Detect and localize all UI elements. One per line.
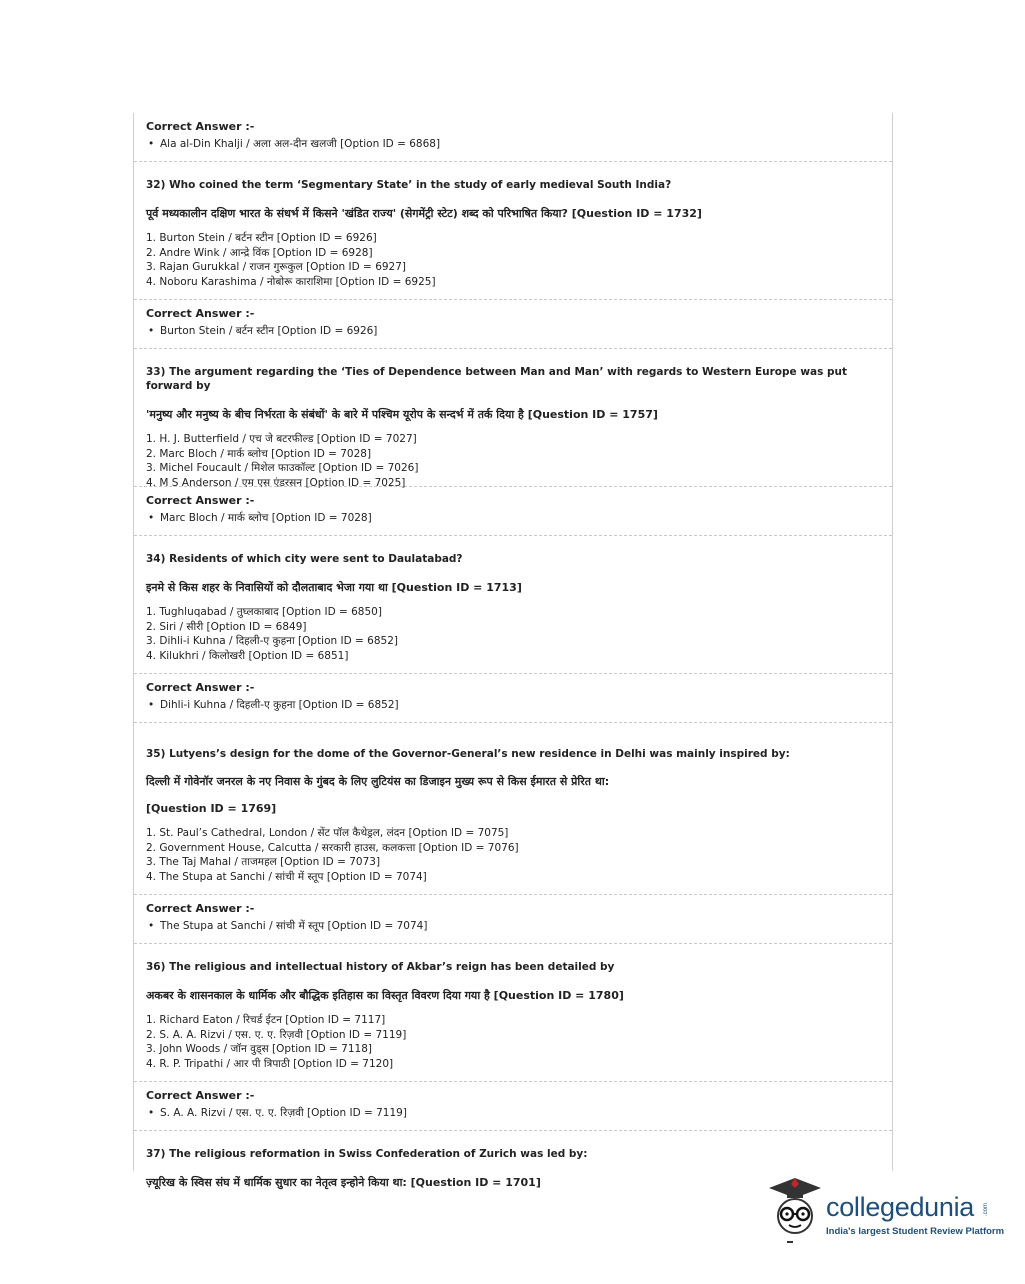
answer-item: • S. A. A. Rizvi / एस. ए. ए. रिज़वी [Option ID = 7119] — [148, 1107, 407, 1119]
answer-text: Dihli-i Kuhna / दिहली-ए कुहना [Option ID = 6852] — [160, 699, 399, 711]
option-item: 4. R. P. Tripathi / आर पी त्रिपाठी [Option ID = 7120] — [146, 1058, 394, 1071]
question-paper-panel — [133, 113, 893, 1189]
answer-heading: Correct Answer :- — [146, 902, 255, 915]
question-text-en: 35) Lutyens’s design for the dome of the Governor-General’s new residence in Delhi was mainly inspired by: — [146, 748, 790, 760]
option-item: 3. Dihli-i Kuhna / दिहली-ए कुहना [Option ID = 6852] — [146, 635, 398, 648]
question-text-en: 34) Residents of which city were sent to Daulatabad? — [146, 553, 463, 565]
answer-heading: Correct Answer :- — [146, 120, 255, 133]
option-item: 1. Burton Stein / बर्टन स्टीन [Option ID = 6926] — [146, 232, 377, 244]
answer-text: Ala al-Din Khalji / अला अल-दीन खलजी [Option ID = 6868] — [160, 138, 441, 150]
answer-heading: Correct Answer :- — [146, 1089, 255, 1102]
answer-block-36 — [134, 1089, 892, 1131]
option-item: 2. Siri / सीरी [Option ID = 6849] — [146, 620, 307, 633]
option-item: 3. The Taj Mahal / ताजमहल [Option ID = 7073] — [146, 856, 381, 869]
answer-block-33 — [134, 494, 892, 536]
option-item: 1. St. Paul’s Cathedral, London / सेंट पॉल कैथेड्रल, लंदन [Option ID = 7075] — [146, 827, 509, 839]
answer-heading: Correct Answer :- — [146, 494, 255, 507]
option-item: 1. H. J. Butterfield / एच जे बटरफील्ड [Option ID = 7027] — [146, 433, 417, 445]
answer-text: Burton Stein / बर्टन स्टीन [Option ID = 6926] — [160, 325, 378, 337]
answer-item: • The Stupa at Sanchi / सांची में स्तूप [Option ID = 7074] — [148, 920, 428, 932]
question-text-hi: 'मनुष्य और मनुष्य के बीच निर्भरता के संबंधों' के बारे में पश्चिम यूरोप के सन्दर्भ में तर्क दिया है [Question ID = 1757] — [146, 408, 658, 421]
option-list — [146, 231, 880, 290]
question-text-hi: दिल्ली में गोवेनॉर जनरल के नए निवास के गुंबद के लिए लुटियंस का डिजाइन मुख्य रूप से किस ईमारत से प्रेरित था: — [146, 775, 610, 788]
option-item: 4. Kilukhri / किलोखरी [Option ID = 6851] — [146, 650, 349, 663]
answer-text: S. A. A. Rizvi / एस. ए. ए. रिज़वी [Option ID = 7119] — [160, 1107, 407, 1119]
question-text-en: 37) The religious reformation in Swiss Confederation of Zurich was led by: — [146, 1148, 588, 1160]
answer-block-34 — [134, 681, 892, 723]
question-block-36 — [134, 944, 892, 1082]
question-text-hi: अकबर के शासनकाल के धार्मिक और बौद्धिक इतिहास का विस्तृत विवरण दिया गया है [Question ID = 1780] — [146, 989, 624, 1002]
brand-name: collegedunia — [826, 1192, 975, 1222]
answer-block-35 — [134, 902, 892, 944]
option-item: 4. M S Anderson / एम एस एंडरसन [Option ID = 7025] — [146, 477, 406, 490]
option-list — [146, 432, 880, 491]
question-text-en: 33) The argument regarding the ‘Ties of Dependence between Man and Man’ with regards to Western Europe was put forward by — [146, 366, 848, 392]
option-item: 2. Marc Bloch / मार्क ब्लोच [Option ID = 7028] — [146, 447, 372, 460]
option-item: 3. Michel Foucault / मिशेल फाउकॉल्ट [Option ID = 7026] — [146, 462, 419, 475]
question-block-35 — [134, 723, 892, 895]
option-item: 2. Andre Wink / आन्द्रे विंक [Option ID = 6928] — [146, 246, 373, 259]
answer-item: • Dihli-i Kuhna / दिहली-ए कुहना [Option ID = 6852] — [148, 699, 399, 711]
question-text-hi: पूर्व मध्यकालीन दक्षिण भारत के संधर्भ में किसने 'खंडित राज्य' (सेगमेंट्री स्टेट) शब्द को परिभाषित किया? [Question ID = 1732] — [146, 207, 702, 220]
question-text-en: 36) The religious and intellectual history of Akbar’s reign has been detailed by — [146, 961, 615, 973]
option-item: 2. S. A. A. Rizvi / एस. ए. ए. रिज़वी [Option ID = 7119] — [146, 1028, 407, 1041]
option-item: 3. John Woods / जॉन वुड्स [Option ID = 7118] — [146, 1043, 373, 1056]
answer-item: • Burton Stein / बर्टन स्टीन [Option ID = 6926] — [148, 325, 378, 337]
answer-item: • Ala al-Din Khalji / अला अल-दीन खलजी [Option ID = 6868] — [148, 138, 441, 150]
previous-answer-block — [134, 120, 892, 162]
answer-item: • Marc Bloch / मार्क ब्लोच [Option ID = 7028] — [148, 512, 372, 524]
question-text-hi: इनमे से किस शहर के निवासियों को दौलताबाद भेजा गया था [Question ID = 1713] — [146, 581, 522, 594]
answer-text: The Stupa at Sanchi / सांची में स्तूप [Option ID = 7074] — [160, 920, 428, 932]
question-block-32 — [134, 162, 892, 300]
answer-heading: Correct Answer :- — [146, 681, 255, 694]
option-item: 1. Richard Eaton / रिचर्ड ईटन [Option ID = 7117] — [146, 1014, 386, 1026]
answer-block-32 — [134, 307, 892, 349]
option-list — [146, 826, 880, 885]
option-item: 1. Tughluqabad / तुघ्लकाबाद [Option ID = 6850] — [146, 606, 382, 618]
brand-dotcom: .com — [983, 1203, 989, 1217]
question-text-en: 32) Who coined the term ‘Segmentary State’ in the study of early medieval South India? — [146, 179, 672, 191]
question-block-33 — [134, 349, 892, 490]
question-id: [Question ID = 1769] — [146, 802, 277, 815]
option-item: 2. Government House, Calcutta / सरकारी हाउस, कलकत्ता [Option ID = 7076] — [146, 841, 519, 854]
option-item: 4. Noboru Karashima / नोबोरू काराशिमा [Option ID = 6925] — [146, 276, 436, 289]
question-text-hi: ज़्यूरिख के स्विस संघ में धार्मिक सुधार का नेतृत्व इन्होने किया था: [Question ID = 1701] — [146, 1176, 541, 1189]
question-block-34 — [134, 536, 892, 674]
answer-heading: Correct Answer :- — [146, 307, 255, 320]
option-item: 4. The Stupa at Sanchi / सांची में स्तूप [Option ID = 7074] — [146, 871, 427, 884]
option-list — [146, 1013, 880, 1072]
answer-text: Marc Bloch / मार्क ब्लोच [Option ID = 7028] — [160, 512, 372, 524]
option-item: 3. Rajan Gurukkal / राजन गुरूकुल [Option ID = 6927] — [146, 261, 407, 274]
brand-tagline: India's largest Student Review Platform — [826, 1226, 1005, 1237]
option-list — [146, 605, 880, 664]
